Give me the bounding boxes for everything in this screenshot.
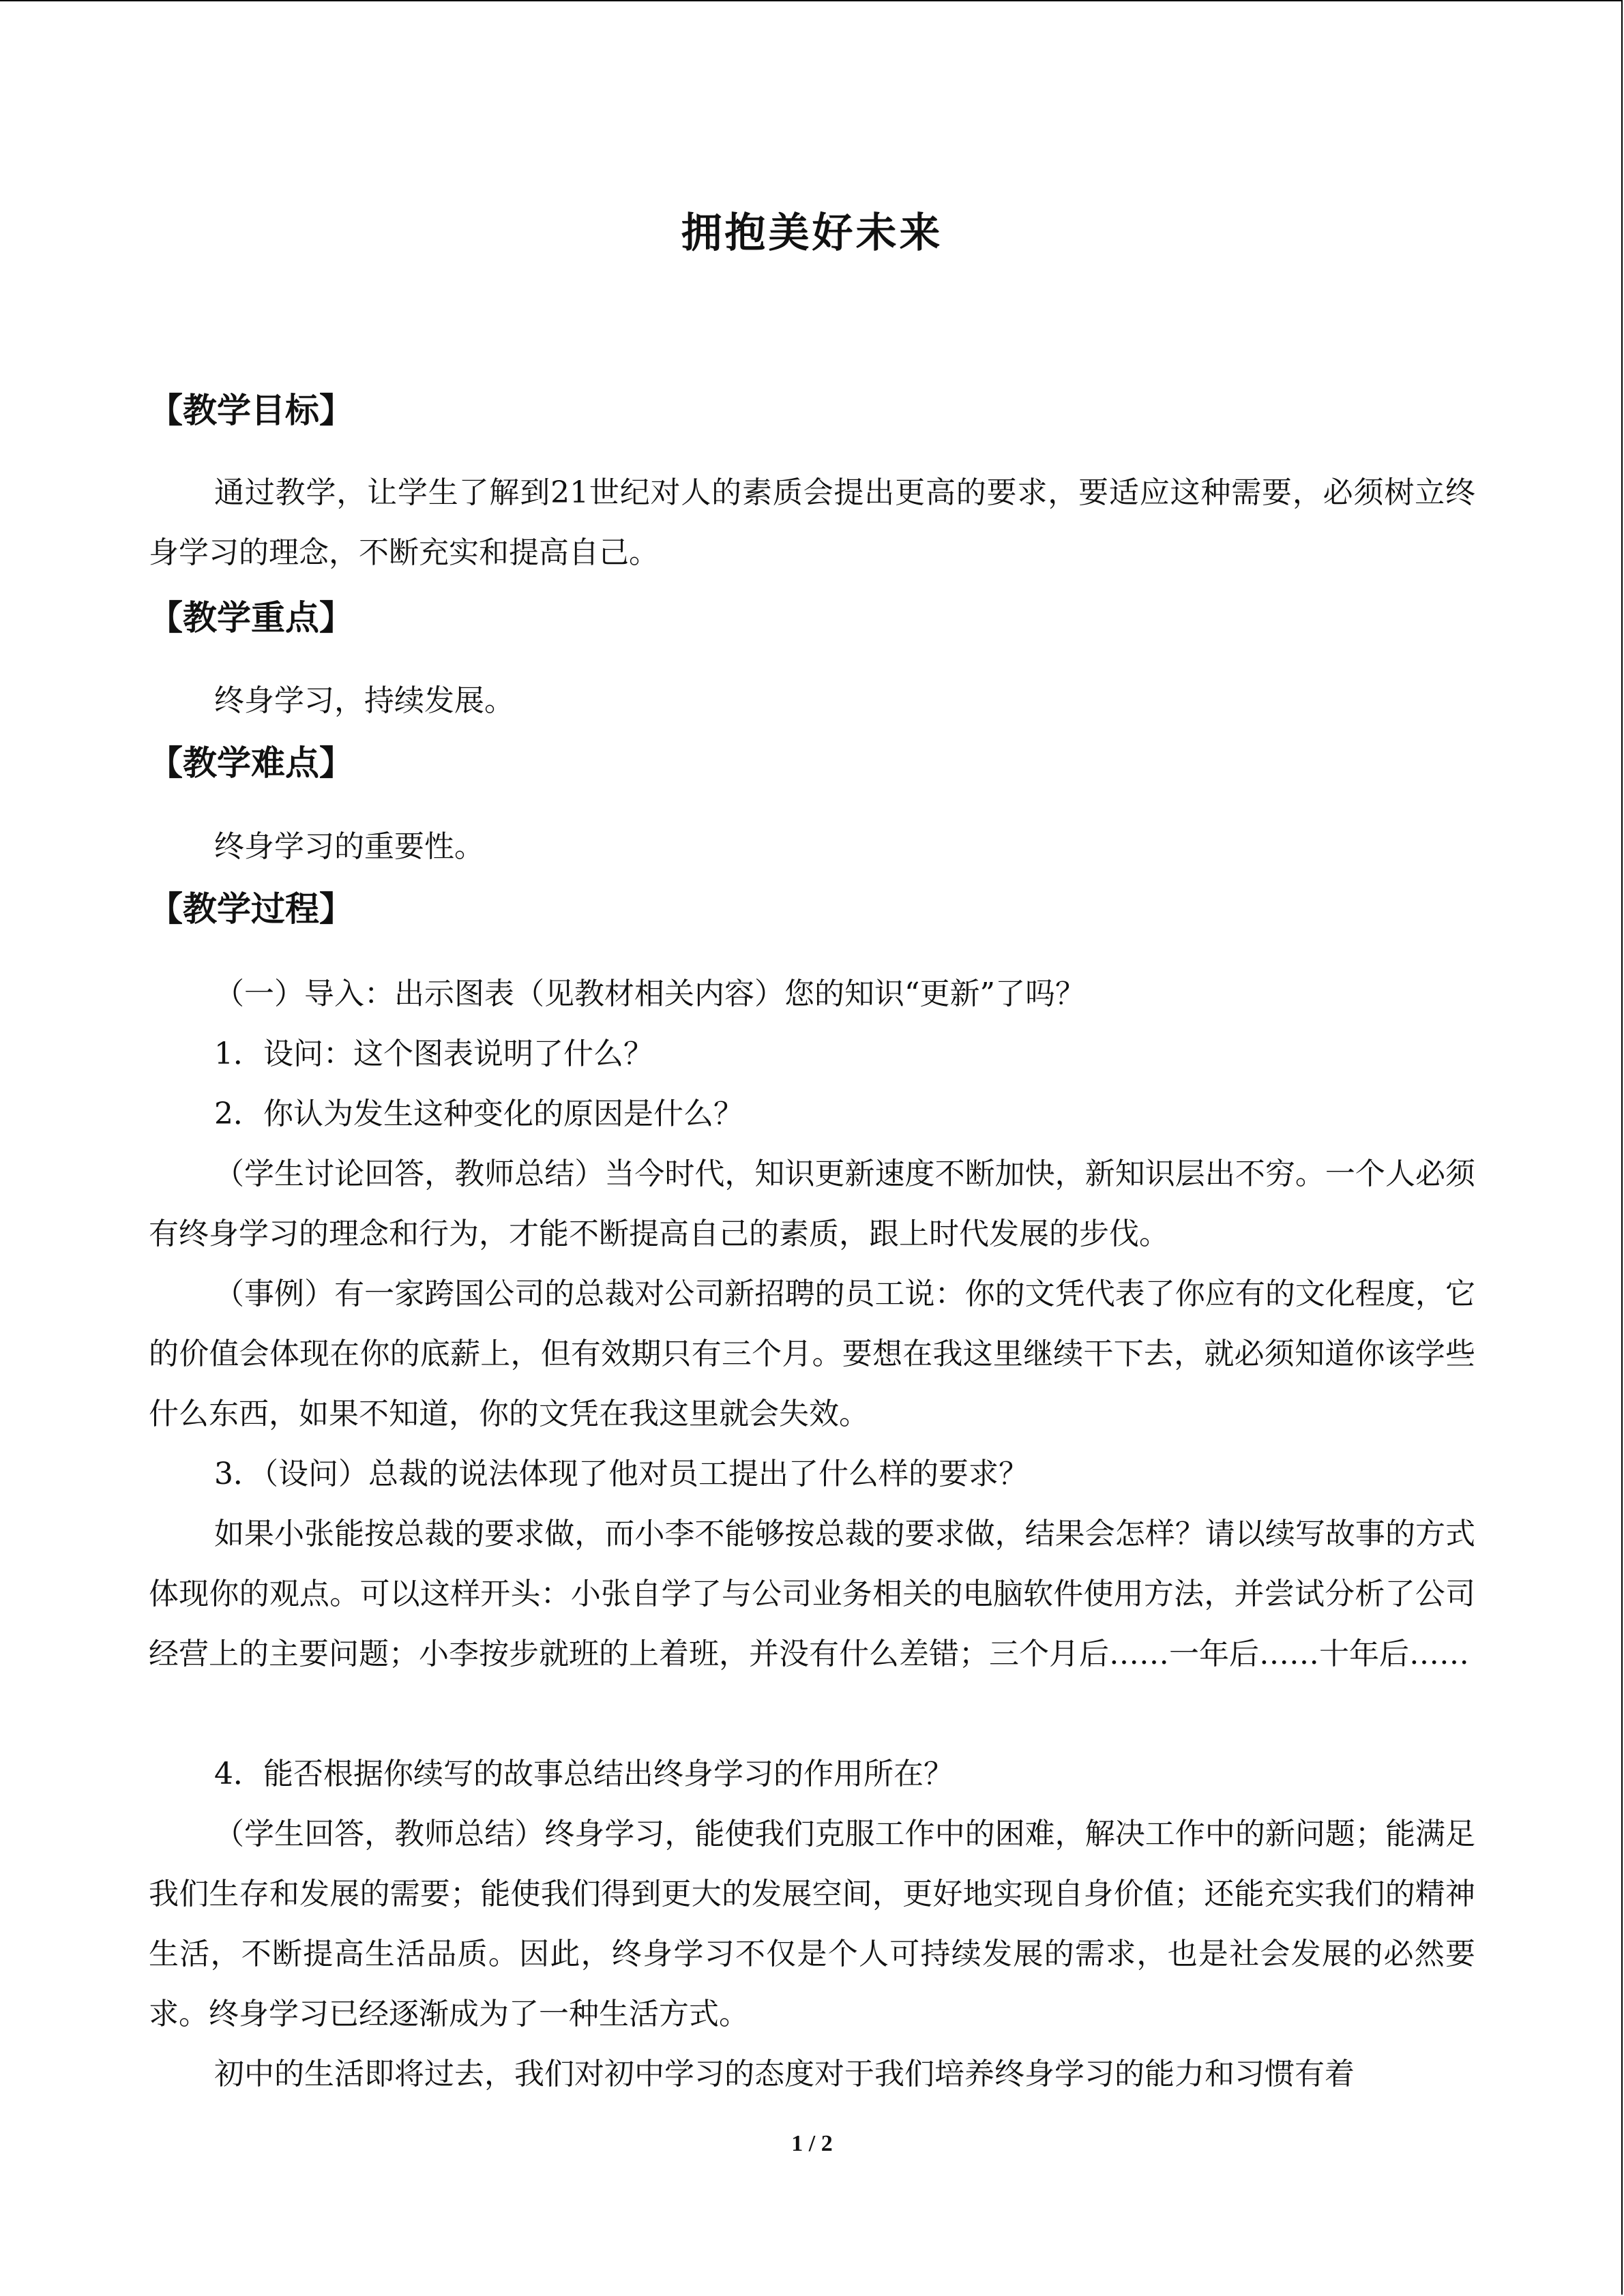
paragraph-key-points: 终身学习，持续发展。: [214, 683, 514, 718]
section-heading-objectives: 【教学目标】: [149, 391, 353, 430]
paragraph-process-summary-1: （学生讨论回答，教师总结）当今时代，知识更新速度不断加快，新知识层出不穷。一个人必须有终身学习的理念和行为，才能不断提高自己的素质，跟上时代发展的步伐。: [149, 1157, 1475, 1251]
paragraph-process-q1: 1．设问：这个图表说明了什么？: [214, 1037, 653, 1071]
page-number: 1 / 2: [791, 2131, 833, 2156]
section-heading-process: 【教学过程】: [149, 889, 353, 929]
paragraph-process-story: 如果小张能按总裁的要求做，而小李不能够按总裁的要求做，结果会怎样？请以续写故事的方式体现你的观点。可以这样开头：小张自学了与公司业务相关的电脑软件使用方法，并尝试分析了公司经营上的主要问题；小李按步就班的上着班，并没有什么差错；三个月后……一年后……十年后……: [149, 1517, 1475, 1671]
paragraph-objectives: 通过教学，让学生了解到21世纪对人的素质会提出更高的要求，要适应这种需要，必须树立终身学习的理念，不断充实和提高自己。: [149, 475, 1475, 570]
paragraph-process-example: （事例）有一家跨国公司的总裁对公司新招聘的员工说：你的文凭代表了你应有的文化程度，它的价值会体现在你的底薪上，但有效期只有三个月。要想在我这里继续干下去，就必须知道你该学些什么东西，如果不知道，你的文凭在我这里就会失效。: [149, 1277, 1475, 1431]
paragraph-process-closing: 初中的生活即将过去，我们对初中学习的态度对于我们培养终身学习的能力和习惯有着: [214, 2057, 1355, 2091]
document-title: 拥抱美好未来: [681, 209, 943, 257]
section-heading-difficulties: 【教学难点】: [149, 743, 353, 783]
section-heading-key-points: 【教学重点】: [149, 598, 353, 638]
paragraph-process-intro: （一）导入：出示图表（见教材相关内容）您的知识“更新”了吗？: [214, 976, 1085, 1011]
paragraph-process-q2: 2．你认为发生这种变化的原因是什么？: [214, 1097, 743, 1131]
paragraph-difficulties: 终身学习的重要性。: [214, 829, 484, 864]
paragraph-process-summary-2: （学生回答，教师总结）终身学习，能使我们克服工作中的困难，解决工作中的新问题；能满足我们生存和发展的需要；能使我们得到更大的发展空间，更好地实现自身价值；还能充实我们的精神生活，不断提高生活品质。因此，终身学习不仅是个人可持续发展的需求，也是社会发展的必然要求。终身学习已经逐渐成为了一种生活方式。: [149, 1817, 1475, 2031]
paragraph-process-q4: 4．能否根据你续写的故事总结出终身学习的作用所在？: [214, 1757, 954, 1791]
paragraph-process-q3: 3．（设问）总裁的说法体现了他对员工提出了什么样的要求？: [214, 1457, 1029, 1491]
